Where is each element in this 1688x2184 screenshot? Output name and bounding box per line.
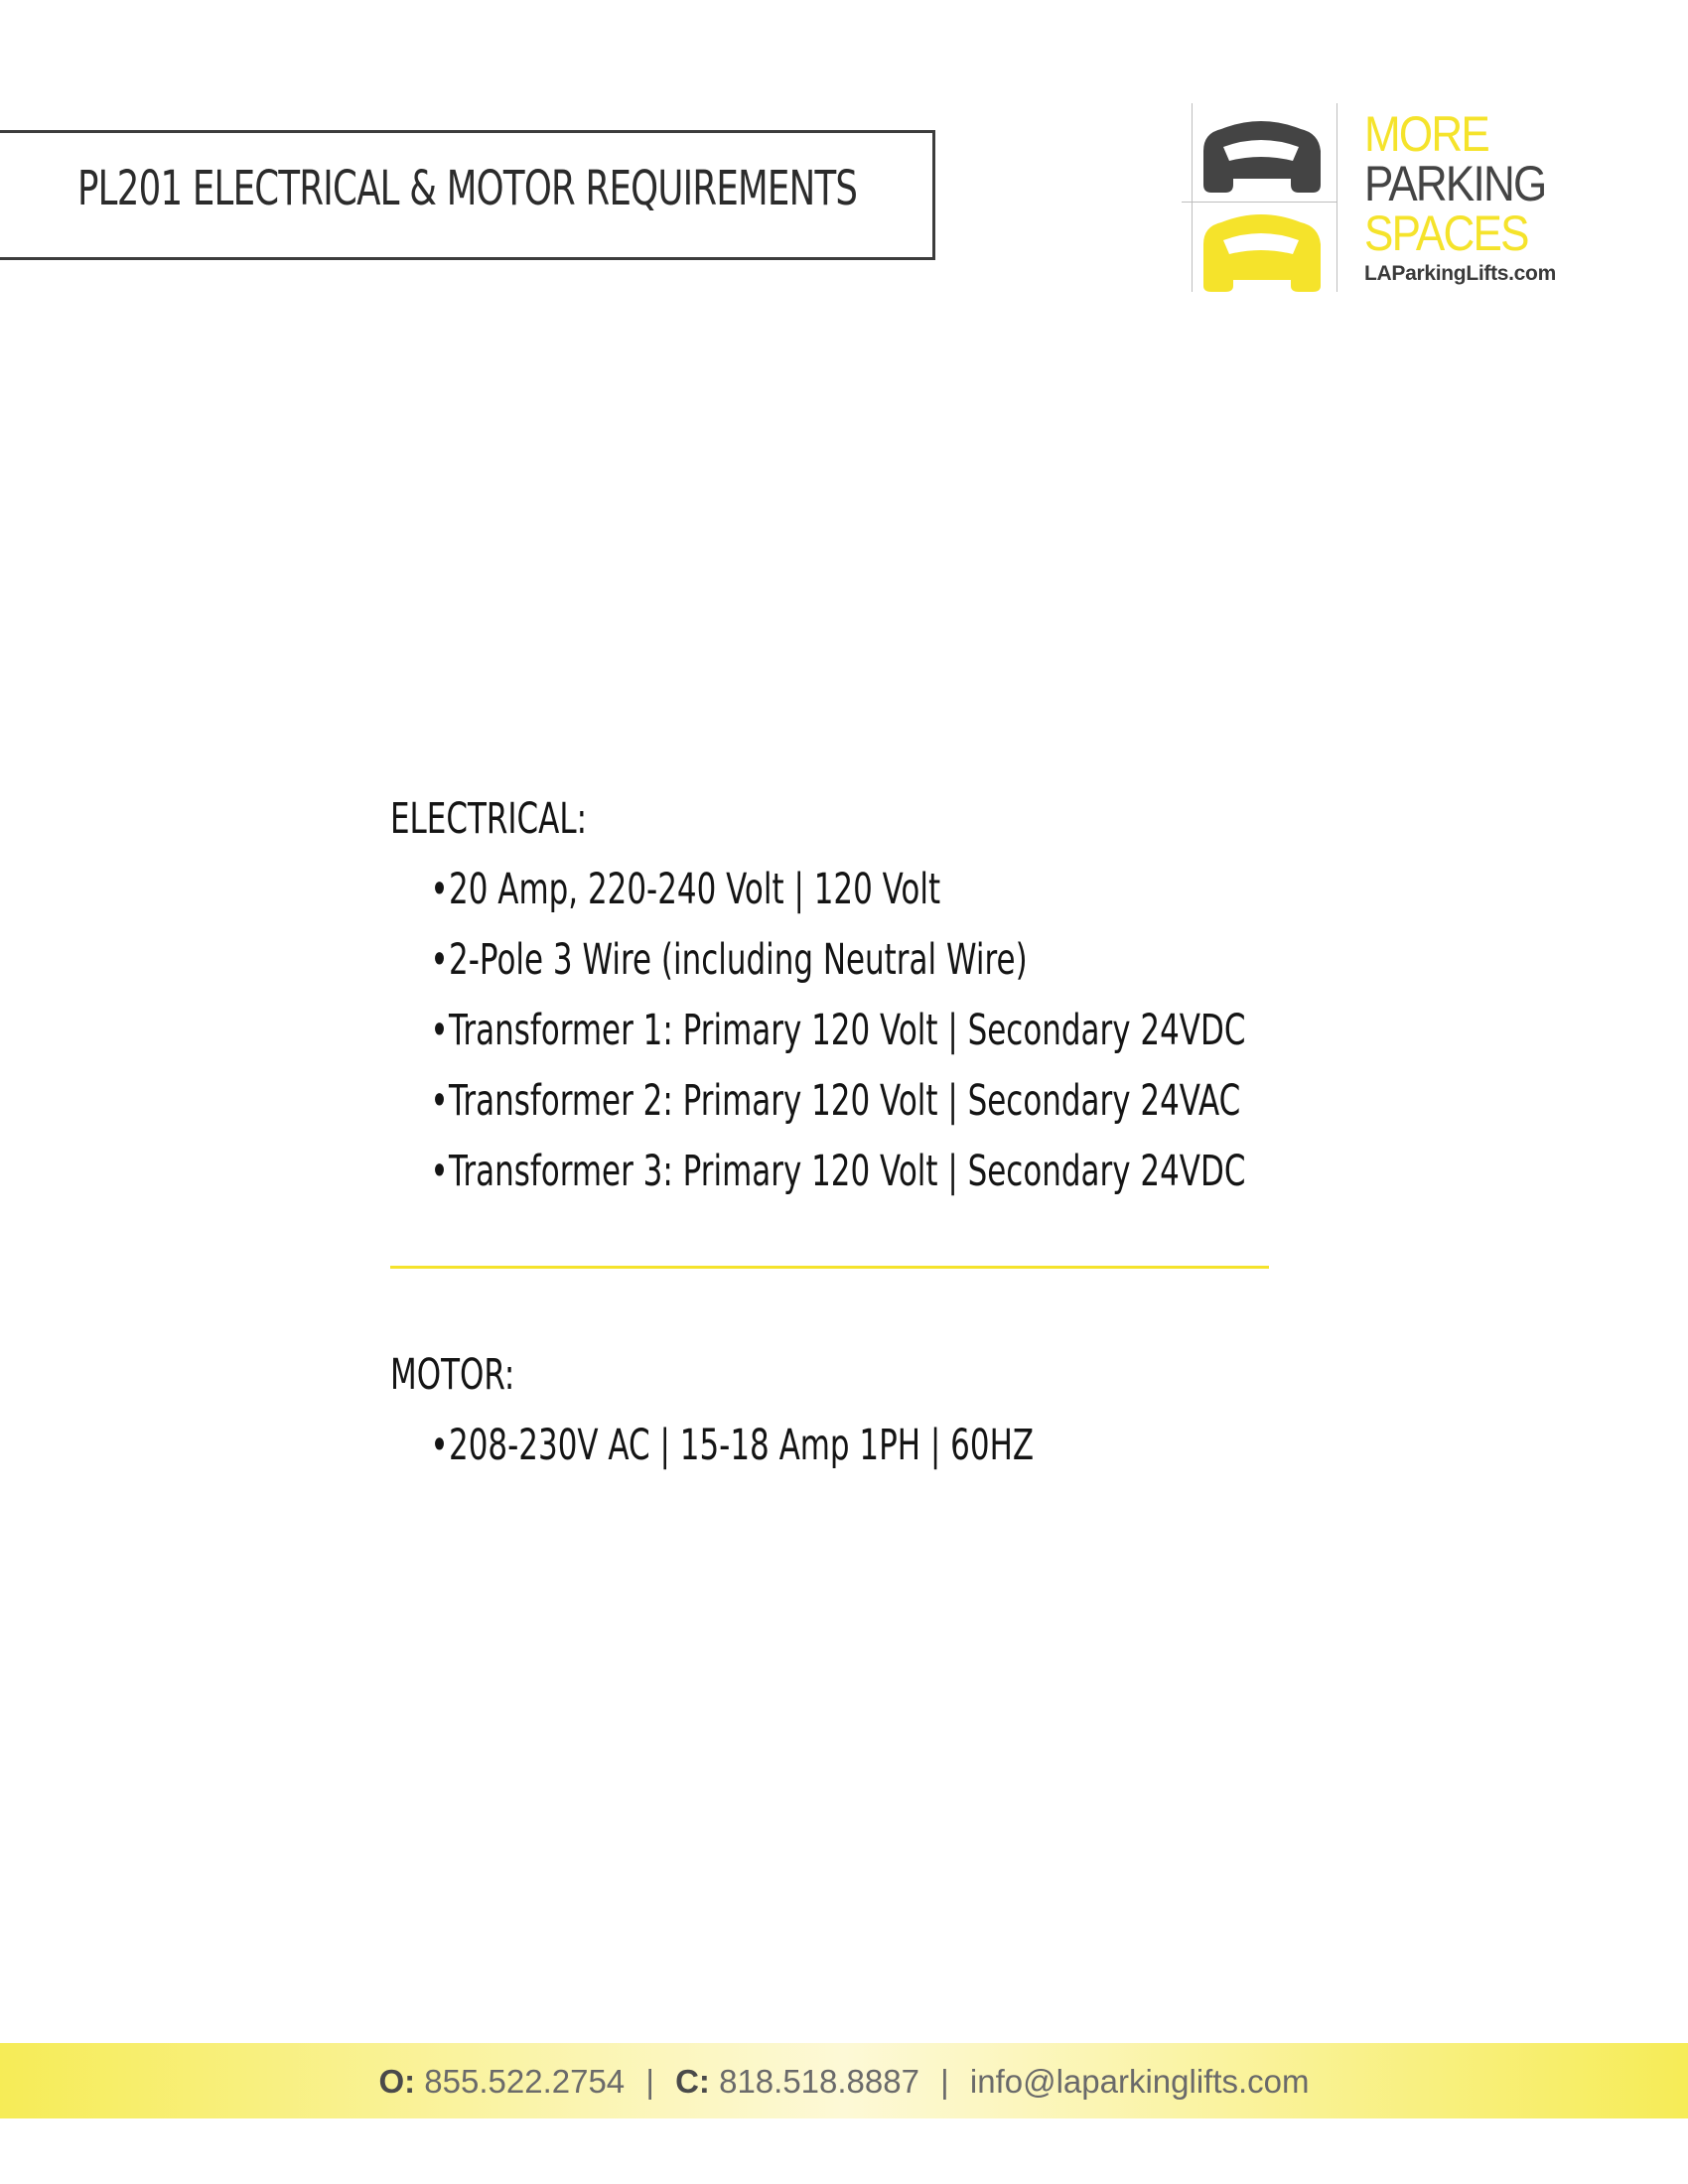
logo-text-parking: PARKING (1364, 156, 1546, 211)
list-item-text: 208-230V AC | 15-18 Amp 1PH | 60HZ (449, 1421, 1035, 1470)
logo-url[interactable]: LAParkingLifts.com (1364, 262, 1556, 285)
logo-text-more: MORE (1364, 106, 1488, 162)
bullet: • (430, 935, 449, 985)
motor-heading: MOTOR: (390, 1350, 515, 1400)
list-item (390, 925, 1076, 996)
bullet: • (430, 1076, 449, 1126)
list-item-text: Transformer 1: Primary 120 Volt | Secondary 24VDC (449, 1006, 1246, 1055)
footer-contact (0, 2063, 1688, 2101)
electrical-heading: ELECTRICAL: (390, 794, 588, 844)
footer-separator: | (940, 2063, 949, 2100)
logo (1182, 103, 1599, 292)
cell-label: C: (675, 2063, 710, 2100)
list-item-text: 20 Amp, 220-240 Volt | 120 Volt (449, 865, 941, 914)
motor-section (390, 1340, 1343, 1481)
cell-phone[interactable]: 818.518.8887 (719, 2063, 919, 2100)
office-phone[interactable]: 855.522.2754 (424, 2063, 626, 2100)
bullet: • (430, 1006, 449, 1055)
logo-text-spaces: SPACES (1364, 205, 1528, 261)
bullet: • (430, 865, 449, 914)
list-item (390, 996, 1246, 1066)
car-icon (1203, 121, 1321, 193)
logo-cars (1182, 103, 1340, 292)
footer-bar (0, 2043, 1688, 2118)
list-item-text: 2-Pole 3 Wire (including Neutral Wire) (449, 935, 1028, 985)
office-label: O: (378, 2063, 416, 2100)
list-item-text: Transformer 2: Primary 120 Volt | Secondary 24VAC (449, 1076, 1241, 1126)
list-item (390, 855, 1076, 925)
car-icon (1203, 214, 1321, 292)
list-item (390, 1066, 1241, 1137)
page-title: PL201 ELECTRICAL & MOTOR REQUIREMENTS (77, 161, 858, 216)
footer-separator: | (645, 2063, 654, 2100)
list-item (390, 1411, 1076, 1481)
list-item (390, 1137, 1246, 1207)
electrical-section (390, 784, 1343, 1207)
list-item-text: Transformer 3: Primary 120 Volt | Secondary 24VDC (449, 1147, 1246, 1196)
bullet: • (430, 1147, 449, 1196)
email-link[interactable]: info@laparkinglifts.com (969, 2063, 1310, 2100)
bullet: • (430, 1421, 449, 1470)
section-divider (390, 1266, 1269, 1269)
